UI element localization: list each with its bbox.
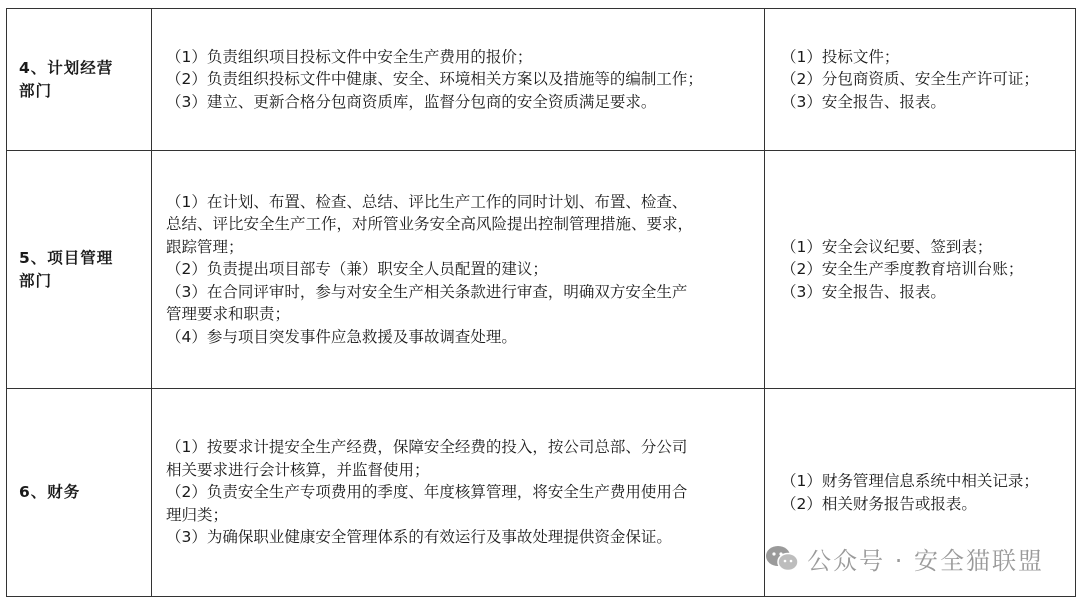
duties-cell — [152, 389, 765, 597]
record-line: （3）安全报告、报表。 — [781, 92, 946, 111]
duty-line: （3）在合同评审时，参与对安全生产相关条款进行审查，明确双方安全生产 — [166, 282, 688, 301]
record-line: （2）安全生产季度教育培训台账； — [781, 260, 1024, 279]
duty-line: 理归类； — [166, 505, 229, 524]
duty-line: （1）在计划、布置、检查、总结、评比生产工作的同时计划、布置、检查、 — [166, 192, 688, 211]
department-name: 4、计划经营 — [19, 59, 114, 77]
duty-line: （2）负责组织投标文件中健康、安全、环境相关方案以及措施等的编制工作； — [166, 70, 703, 89]
department-cell — [7, 151, 152, 389]
duty-line: （2）负责提出项目部专（兼）职安全人员配置的建议； — [166, 260, 548, 279]
record-line: （1）安全会议纪要、签到表； — [781, 237, 993, 256]
duties-cell — [152, 9, 765, 151]
records-cell — [765, 9, 1076, 151]
wechat-icon — [765, 545, 799, 573]
department-name: 5、项目管理 — [19, 249, 114, 267]
watermark — [765, 541, 1044, 576]
watermark-text: 公众号 · 安全猫联盟 — [807, 547, 1044, 575]
table-row — [7, 151, 1076, 389]
department-name: 部门 — [19, 271, 53, 290]
duty-line: （3）建立、更新合格分包商资质库，监督分包商的安全资质满足要求。 — [166, 92, 657, 111]
duties-cell — [152, 151, 765, 389]
department-name: 6、财务 — [19, 483, 81, 502]
record-line: （1）投标文件； — [781, 47, 900, 66]
record-line: （2）相关财务报告或报表。 — [781, 494, 977, 513]
duty-line: （2）负责安全生产专项费用的季度、年度核算管理，将安全生产费用使用合 — [166, 483, 688, 502]
record-line: （2）分包商资质、安全生产许可证； — [781, 70, 1039, 89]
duty-line: 管理要求和职责； — [166, 305, 291, 324]
responsibility-table — [6, 8, 1076, 597]
table-row — [7, 9, 1076, 151]
duty-line: 跟踪管理； — [166, 237, 244, 256]
record-line: （1）财务管理信息系统中相关记录； — [781, 472, 1039, 490]
department-cell — [7, 389, 152, 597]
duty-line: （1）按要求计提安全生产经费，保障安全经费的投入，按公司总部、分公司 — [166, 438, 688, 457]
duty-line: （1）负责组织项目投标文件中安全生产费用的报价； — [166, 47, 533, 66]
duty-line: （3）为确保职业健康安全管理体系的有效运行及事故处理提供资金保证。 — [166, 528, 672, 547]
records-cell — [765, 151, 1076, 389]
duty-line: 总结、评比安全生产工作，对所管业务安全高风险提出控制管理措施、要求， — [166, 215, 694, 234]
department-cell — [7, 9, 152, 151]
record-line: （3）安全报告、报表。 — [781, 282, 946, 301]
department-name: 部门 — [19, 81, 53, 100]
duty-line: （4）参与项目突发事件应急救援及事故调查处理。 — [166, 327, 517, 346]
duty-line: 相关要求进行会计核算，并监督使用； — [166, 460, 430, 479]
